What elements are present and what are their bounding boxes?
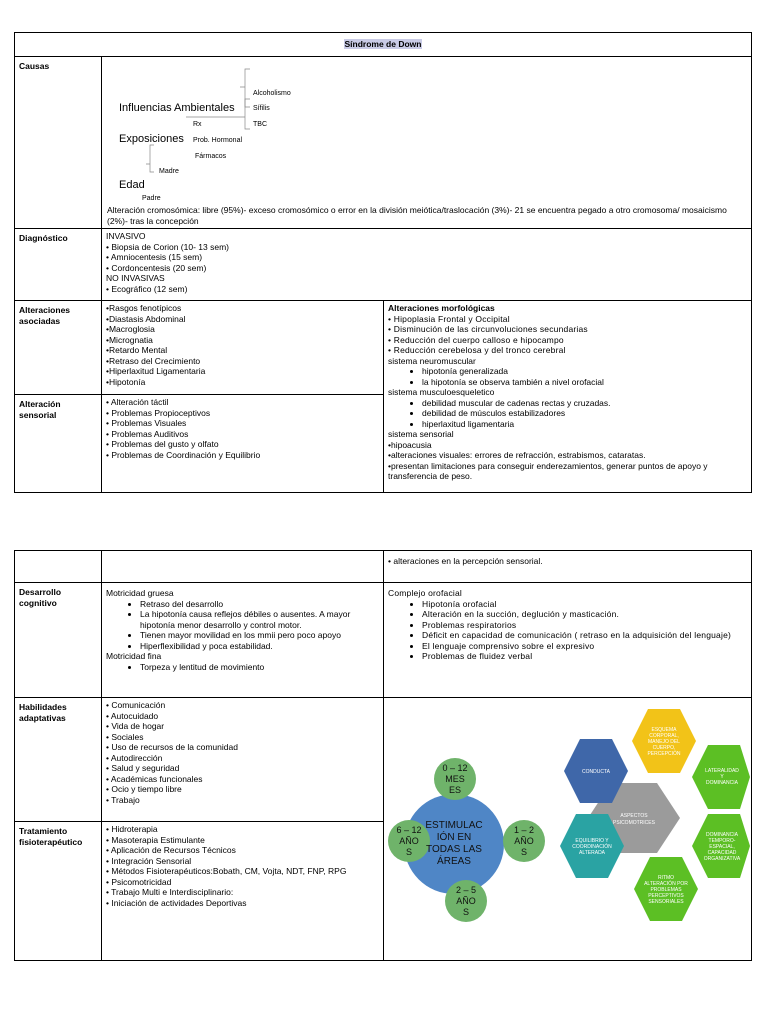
stim-left-1: 6 – 12 (396, 825, 422, 835)
list-item: • Psicomotricidad (106, 876, 172, 887)
list-item: • Alteración en la succión, deglución y masticación. (422, 609, 747, 620)
stim-bottom-2: AÑO (456, 896, 476, 906)
hex-esquema-5: PERCEPCIÓN (647, 751, 681, 757)
list-item: • la hipotonía se observa también a nivel orofacial (422, 377, 747, 388)
list-item: • Trabajo (106, 794, 140, 805)
list-item: • El lenguaje comprensivo sobre el expresivo (422, 641, 747, 652)
habilidades-adaptativas-cell (102, 698, 384, 822)
hex-equilibrio-1: EQUILIBRIO Y (575, 838, 609, 844)
list-item: •Micrognatia (106, 334, 153, 345)
diagnostico-label: Diagnóstico (15, 229, 102, 301)
list-item: • Métodos Fisioterapéuticos:Bobath, CM, Vojta, NDT, FNP, RPG (106, 866, 347, 877)
hex-ritmo-2: ALTERACIÓN POR (644, 881, 688, 887)
diagnostico-line: • Ecográfico (12 sem) (106, 283, 188, 294)
morfologicas-title: Alteraciones morfológicas (388, 303, 495, 313)
stim-left-2: AÑO (399, 836, 419, 846)
hex-dominancia-3: ESPACIAL, (709, 844, 735, 850)
edad-padre: Padre (142, 195, 161, 202)
influencias-ambientales: Influencias Ambientales (119, 102, 235, 114)
empty-cell (15, 551, 102, 583)
list-item: • Comunicación (106, 700, 166, 710)
stim-top-3: ES (448, 785, 462, 795)
hex-esquema-3: MANEJO DEL (648, 739, 680, 745)
orofacial-title: Complejo orofacial (388, 588, 462, 598)
alteracion-cromosomica: Alteración cromosómica: libre (95%)- exceso cromosómico o error en la división meiótica/traslocación (3%)- 21 se encuentra pegado a otro cromosoma/ mosaicismo (2%)- tras la concepción (107, 205, 727, 226)
hex-equilibrio-3: ALTERADA (578, 850, 606, 856)
hex-dominancia-4: CAPACIDAD (707, 850, 737, 856)
list-item: • Uso de recursos de la comunidad (106, 742, 238, 752)
tratamiento-label: Tratamiento fisioterapéutico (15, 822, 102, 961)
stimulation-diagram (388, 758, 545, 922)
table-sindrome-down (14, 32, 752, 493)
list-item: • Problemas Auditivos (106, 428, 189, 439)
habilidades-adaptativas-label: Habilidades adaptativas (15, 698, 102, 822)
list-item: •Diastasis Abdominal (106, 313, 186, 324)
page-title: Síndrome de Down (15, 33, 752, 57)
hex-dominancia-5: ORGANIZATIVA (703, 856, 741, 862)
stim-center-2: IÓN EN (436, 832, 472, 843)
causa-alcoholismo: Alcoholismo (253, 90, 291, 97)
stim-right-2: AÑO (514, 836, 534, 846)
diagnostico-cell (102, 229, 752, 301)
list-item: • hiperlaxitud ligamentaria (422, 419, 747, 430)
diagrams-svg (384, 698, 750, 960)
diagnostico-line: NO INVASIVAS (106, 273, 165, 283)
list-item: •Retraso del Crecimiento (106, 355, 201, 366)
causas-label: Causas (15, 57, 102, 229)
hex-lateralidad-1: LATERALIDAD (705, 768, 739, 774)
alteracion-sensorial-cell (102, 395, 384, 493)
desarrollo-cognitivo-cell (102, 583, 384, 698)
list-item: • Trabajo Multi e Interdisciplinario: (106, 887, 234, 898)
list-item: • Problemas de fluidez verbal (422, 651, 747, 662)
stim-top-1: 0 – 12 (442, 763, 468, 773)
stim-bottom-1: 2 – 5 (455, 885, 477, 895)
causa-sifilis: Sífilis (253, 105, 270, 112)
alteraciones-asociadas-cell (102, 301, 384, 395)
hex-center-2: PSICOMOTRICES (613, 820, 655, 826)
causa-tbc: TBC (253, 121, 267, 128)
hex-ritmo-4: PERCEPTIVOS (648, 893, 684, 899)
edad-madre: Madre (159, 168, 179, 175)
list-item: • Iniciación de actividades Deportivas (106, 897, 247, 908)
hex-conducta-1: CONDUCTA (582, 769, 610, 775)
list-item: • Déficit en capacidad de comunicación ( retraso en la adquisición del lenguaje) (422, 630, 747, 641)
stim-left-3: S (405, 847, 413, 857)
list-item: • Aplicación de Recursos Técnicos (106, 845, 236, 856)
hex-esquema-1: ESQUEMA (651, 727, 677, 733)
list-item: • Hidroterapia (106, 824, 158, 835)
causas-cell (102, 57, 752, 229)
list-item: • Tienen mayor movilidad en los mmii pero poco apoyo (140, 630, 379, 641)
list-item: • Vida de hogar (106, 721, 165, 731)
list-item: • Retraso del desarrollo (140, 599, 379, 610)
hex-dominancia-2: TEMPORO- (708, 838, 736, 844)
table-desarrollo (14, 550, 752, 961)
list-item: •Hiperlaxitud Ligamentaria (106, 366, 206, 376)
hex-ritmo-3: PROBLEMAS (650, 887, 682, 893)
list-item: • Problemas Propioceptivos (106, 407, 211, 418)
hex-esquema-4: CUERPO, (652, 745, 676, 751)
list-item: • hipotonía generalizada (422, 366, 747, 377)
list-item: • Integración Sensorial (106, 855, 192, 866)
list-item: • Sociales (106, 731, 144, 742)
list-item: •Retardo Mental (106, 345, 168, 355)
stim-center-1: ESTIMULAC (425, 820, 483, 831)
list-item: • Alteración táctil (106, 397, 169, 407)
motricidad-fina-title: Motricidad fina (106, 651, 162, 661)
alteraciones-morfologicas-cell (384, 301, 752, 493)
stim-center-4: ÁREAS (437, 856, 471, 867)
list-item: • Ocio y tiempo libre (106, 784, 182, 794)
list-item: • Hipoplasia Frontal y Occipital (388, 313, 510, 324)
stim-right-3: S (520, 847, 528, 857)
stim-center-3: TODAS LAS (426, 844, 482, 855)
diagnostico-line: • Amniocentesis (15 sem) (106, 252, 203, 262)
list-item: • debilidad muscular de cadenas rectas y cruzadas. (422, 398, 747, 409)
causas-brackets (102, 57, 402, 207)
list-item: •Hipotonía (106, 376, 146, 387)
exposicion-rx: Rx (193, 121, 202, 128)
list-item: • Hipotonía orofacial (422, 599, 747, 610)
motricidad-gruesa-title: Motricidad gruesa (106, 588, 174, 598)
hex-ritmo-1: RITMO (657, 875, 675, 881)
alteraciones-asociadas-label: Alteraciones asociadas (15, 301, 102, 395)
neuromuscular-title: sistema neuromuscular (388, 355, 476, 366)
complejo-orofacial-cell (384, 583, 752, 698)
edad: Edad (119, 179, 145, 191)
percepcion-cell: • alteraciones en la percepción sensorial. (384, 551, 752, 583)
list-item: • Masoterapia Estimulante (106, 834, 205, 845)
musculoesqueletico-title: sistema musculoesqueletico (388, 387, 495, 397)
list-item: • Reducción cerebelosa y del tronco cerebral (388, 345, 566, 355)
exposicion-farmacos: Fármacos (195, 153, 227, 160)
list-item: •alteraciones visuales: errores de refracción, estrabismos, cataratas. (388, 450, 646, 460)
stim-bottom-3: S (462, 907, 470, 917)
list-item: • Disminución de las circunvoluciones secundarias (388, 324, 588, 334)
list-item: • Problemas de Coordinación y Equilibrio (106, 449, 261, 460)
list-item: • Reducción del cuerpo calloso e hipocampo (388, 334, 564, 345)
list-item: • Problemas del gusto y olfato (106, 439, 219, 449)
hex-esquema-2: CORPORAL, (649, 733, 679, 739)
list-item: • Autocuidado (106, 710, 159, 721)
hex-ritmo-5: SENSORIALES (648, 899, 684, 905)
empty-cell (102, 551, 384, 583)
exposiciones: Exposiciones (119, 133, 184, 145)
causas-diagram (102, 57, 751, 207)
list-item: • Académicas funcionales (106, 773, 203, 784)
desarrollo-cognitivo-label: Desarrollo cognitivo (15, 583, 102, 698)
list-item: • Autodirección (106, 752, 163, 763)
hex-lateralidad-2: Y (720, 774, 724, 780)
hexagon-diagram (560, 709, 750, 921)
list-item: • debilidad de músculos estabilizadores (422, 408, 747, 419)
diagnostico-line: • Cordoncentesis (20 sem) (106, 262, 207, 273)
list-item: • Salud y seguridad (106, 763, 180, 773)
list-item: • Hiperflexibilidad y poca estabilidad. (140, 641, 379, 652)
list-item: • Torpeza y lentitud de movimiento (140, 662, 379, 673)
sensorial-title: sistema sensorial (388, 429, 454, 439)
hex-dominancia-1: DOMINANCIA (706, 832, 738, 838)
list-item: •Macroglosia (106, 324, 155, 334)
list-item: •hipoacusia (388, 439, 432, 450)
tratamiento-cell (102, 822, 384, 961)
stim-right-1: 1 – 2 (513, 825, 535, 835)
list-item: • Problemas Visuales (106, 418, 187, 428)
hex-lateralidad-3: DOMINANCIA (706, 780, 738, 786)
diagrams-cell (384, 698, 752, 961)
list-item: •Rasgos fenotípicos (106, 303, 182, 313)
hex-equilibrio-2: COORDINACIÓN (572, 844, 612, 850)
list-item: •presentan limitaciones para conseguir enderezamientos, generar puntos de apoyo y transferencia de peso. (388, 460, 708, 481)
exposicion-hormonal: Prob. Hormonal (193, 137, 243, 144)
list-item: • Problemas respiratorios (422, 620, 747, 631)
diagnostico-line: • Biopsia de Corion (10- 13 sem) (106, 241, 229, 252)
stim-top-2: MES (445, 774, 465, 784)
diagnostico-line: INVASIVO (106, 231, 146, 241)
hex-center-1: ASPECTOS (620, 813, 648, 819)
list-item: • La hipotonía causa reflejos débiles o ausentes. A mayor hipotonía menor desarrollo y control motor. (140, 609, 379, 630)
alteracion-sensorial-label: Alteración sensorial (15, 395, 102, 493)
